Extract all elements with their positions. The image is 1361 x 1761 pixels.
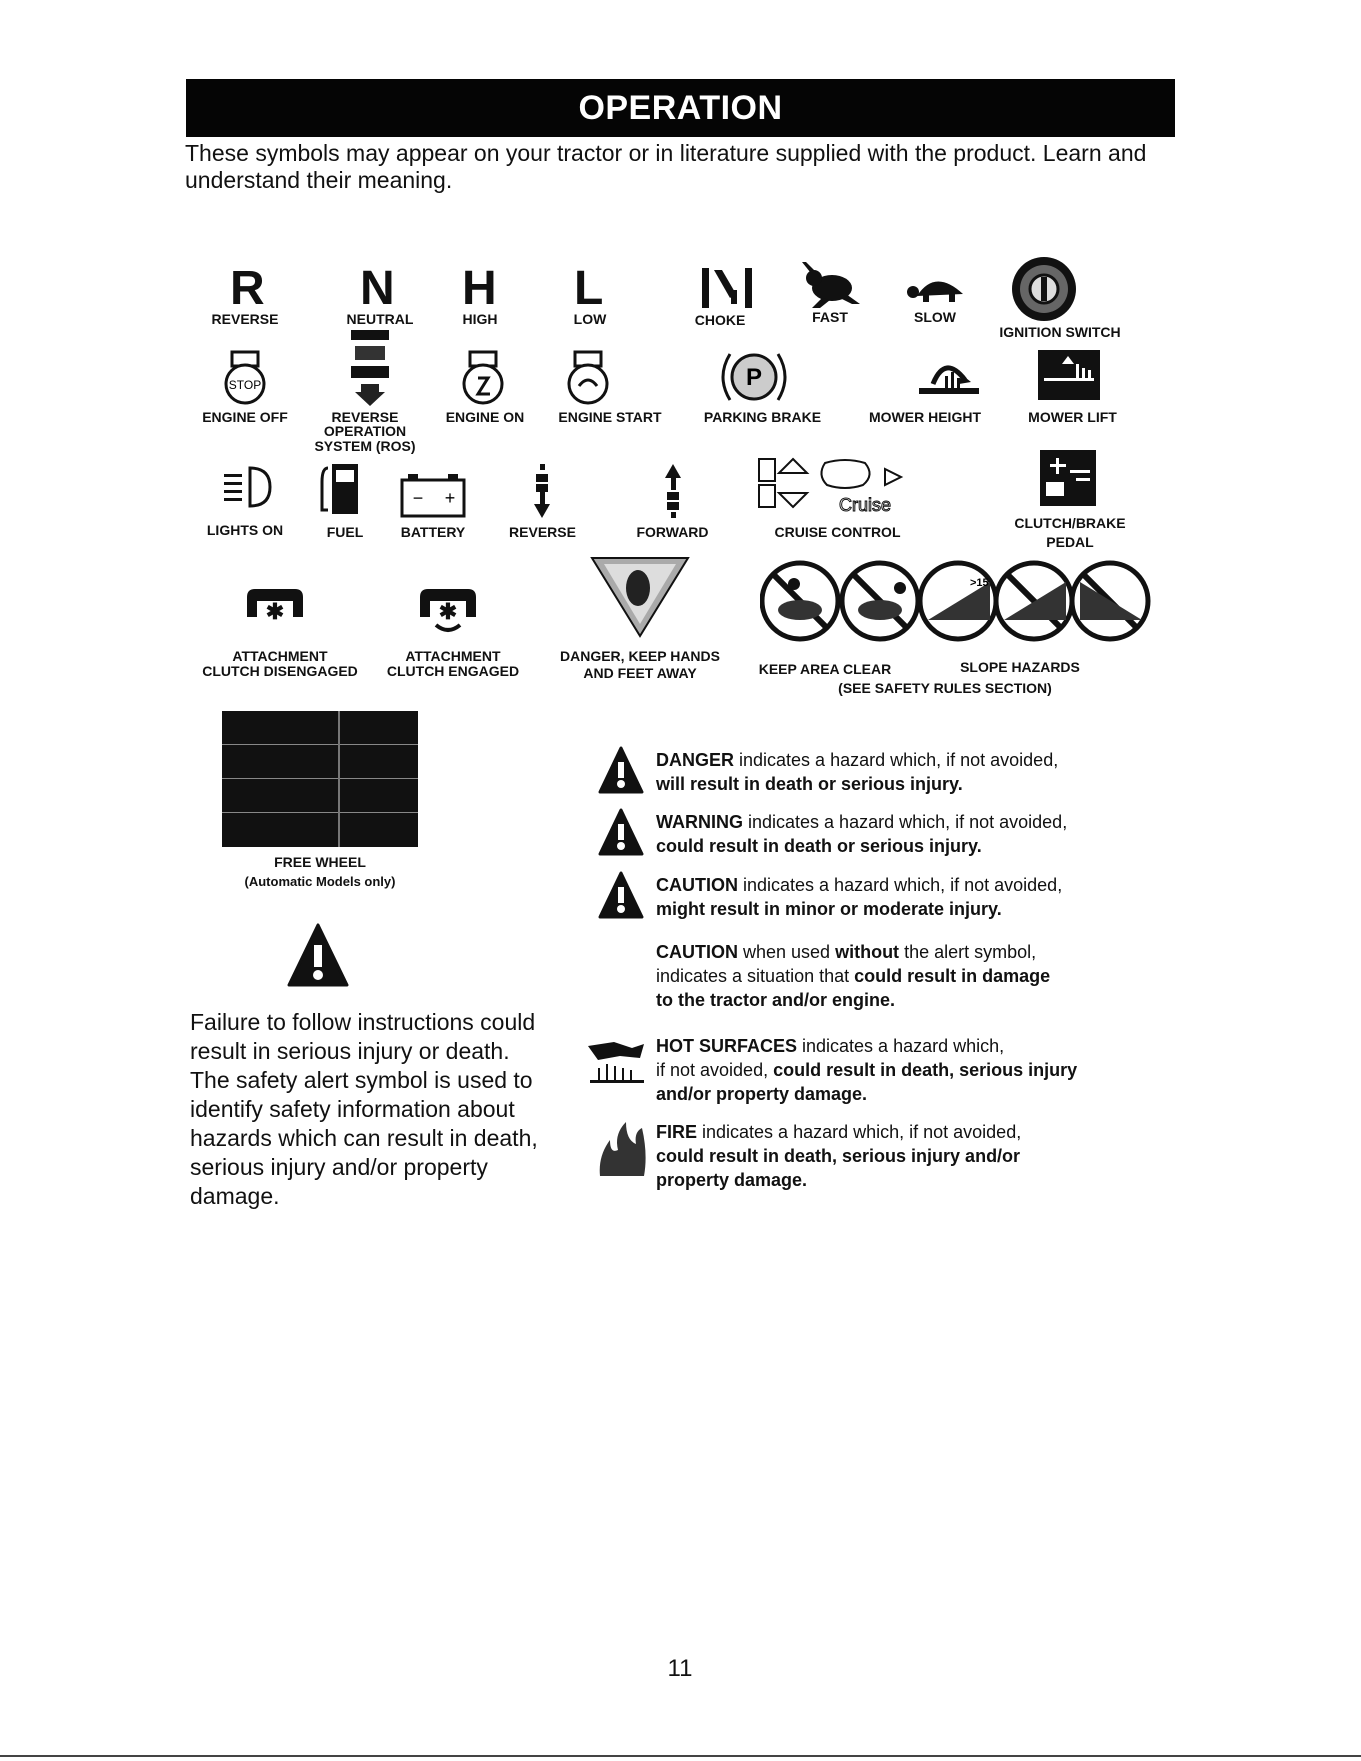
free-wheel-subtitle: (Automatic Models only) [244, 874, 396, 889]
fire-b1: could result in death, serious injury and/or [656, 1146, 1021, 1166]
free-wheel-title: FREE WHEEL [274, 854, 366, 870]
warning-word: WARNING [656, 812, 743, 832]
engine-on-icon [460, 350, 506, 406]
battery-minus: − [412, 488, 424, 508]
page-number: 11 [667, 1655, 693, 1682]
label-choke: CHOKE [694, 312, 746, 328]
danger-result: will result in death or serious injury. [656, 774, 963, 794]
label-fuel: FUEL [326, 524, 364, 540]
label-low: LOW [573, 311, 607, 327]
reverse-arrow-icon [530, 462, 554, 520]
label-ignition-switch: IGNITION SWITCH [999, 324, 1121, 340]
caution2-b2: could result in damage [854, 966, 1051, 986]
danger-word: DANGER [656, 750, 735, 770]
attachment-disengaged-icon [245, 585, 305, 625]
slope-1-text: >15 [970, 577, 989, 589]
label-reverse: REVERSE [211, 311, 279, 327]
label-fast: FAST [812, 309, 848, 325]
label-attachment-disengaged-1: ATTACHMENT [232, 648, 328, 664]
svg-text:✱: ✱ [438, 599, 458, 624]
label-lights-on: LIGHTS ON [206, 522, 284, 538]
caution2-b1: without [835, 942, 900, 962]
alert-paragraph: Failure to follow instructions could result in serious injury or death. The safety alert symbol is used to identify safety information about hazards which can result in death, serious injury and/or property damage. [190, 1009, 538, 1209]
battery-icon [400, 474, 466, 518]
hot-surfaces-icon [584, 1036, 648, 1086]
parking-brake-icon [718, 348, 790, 406]
keep-area-clear-icon [760, 560, 922, 642]
fuel-icon [320, 462, 360, 516]
label-mower-height: MOWER HEIGHT [869, 409, 981, 425]
ignition-switch-icon [1010, 255, 1078, 323]
engine-start-icon [565, 350, 611, 406]
caution-no-symbol-text [656, 940, 1156, 1012]
label-engine-on: ENGINE ON [445, 409, 525, 425]
warning-text [656, 810, 1156, 858]
slope-hazards-icon [918, 560, 1152, 642]
label-clutch-brake-line2: PEDAL [1046, 534, 1094, 550]
safety-alert-icon [287, 923, 349, 989]
caution2-t2: the alert symbol, [899, 942, 1037, 962]
label-ros-line2: OPERATION [323, 423, 407, 439]
reverse-letter-icon: R [230, 262, 265, 315]
caution-result: might result in minor or moderate injury. [656, 899, 1002, 919]
fire-text [656, 1120, 1156, 1192]
warning-alert-icon [598, 808, 644, 858]
caution-desc: indicates a hazard which, if not avoided, [738, 875, 1063, 895]
keep-hands-away-icon [590, 556, 690, 638]
caution-alert-icon [598, 871, 644, 921]
label-attachment-disengaged-2: CLUTCH DISENGAGED [202, 663, 358, 679]
label-reverse-arrow: REVERSE [509, 524, 576, 540]
danger-desc: indicates a hazard which, if not avoided, [734, 750, 1059, 770]
label-neutral: NEUTRAL [346, 311, 414, 327]
warning-desc: indicates a hazard which, if not avoided, [743, 812, 1068, 832]
engine-off-icon [222, 350, 268, 406]
attachment-engaged-icon [418, 585, 478, 635]
hot-desc: indicates a hazard which, [797, 1036, 1005, 1056]
label-keep-area-clear: KEEP AREA CLEAR [758, 661, 892, 677]
hot-word: HOT SURFACES [656, 1036, 798, 1056]
cruise-control-icon [755, 455, 965, 515]
bottom-rule [0, 1755, 1361, 1757]
choke-icon [700, 264, 760, 312]
turtle-icon [905, 268, 975, 304]
cruise-text: Cruise [838, 495, 892, 515]
mower-lift-icon [1038, 350, 1100, 400]
forward-arrow-icon [661, 462, 685, 520]
label-slope-hazards: SLOPE HAZARDS [960, 659, 1080, 675]
neutral-letter-icon: N [360, 262, 395, 315]
stop-text: STOP [228, 378, 262, 392]
battery-plus: + [444, 488, 456, 508]
fire-b2: property damage. [656, 1170, 808, 1190]
danger-text [656, 748, 1156, 796]
label-forward: FORWARD [636, 524, 709, 540]
label-keep-hands-2: AND FEET AWAY [583, 665, 697, 681]
caution2-b3: to the tractor and/or engine. [656, 990, 896, 1010]
caution-text [656, 873, 1156, 921]
label-attachment-engaged-2: CLUTCH ENGAGED [386, 663, 520, 679]
label-mower-lift: MOWER LIFT [1028, 409, 1117, 425]
intro-text: These symbols may appear on your tractor or in literature supplied with the product. Learn and understand their meaning. [185, 140, 1147, 193]
hot-t2: if not avoided, [656, 1060, 774, 1080]
hot-surfaces-text [656, 1034, 1156, 1106]
hot-b1: could result in death, serious injury [773, 1060, 1078, 1080]
label-attachment-engaged-1: ATTACHMENT [405, 648, 501, 664]
label-high: HIGH [462, 311, 498, 327]
rabbit-icon [800, 260, 862, 310]
hot-b2: and/or property damage. [656, 1084, 868, 1104]
low-letter-icon: L [574, 262, 604, 315]
mower-height-icon [915, 350, 985, 400]
label-parking-brake: PARKING BRAKE [703, 409, 822, 425]
headlight-icon [222, 462, 272, 512]
label-battery: BATTERY [400, 524, 466, 540]
section-title-banner: OPERATION [186, 79, 1175, 137]
caution2-t1: when used [738, 942, 836, 962]
clutch-brake-icon [1040, 450, 1096, 506]
free-wheel-diagram [222, 711, 418, 847]
danger-alert-icon [598, 746, 644, 796]
label-see-safety-rules: (SEE SAFETY RULES SECTION) [838, 680, 1052, 696]
parking-p-text: P [745, 364, 763, 391]
label-clutch-brake-line1: CLUTCH/BRAKE [1014, 515, 1126, 531]
label-ros-line1: REVERSE [331, 409, 399, 425]
svg-text:✱: ✱ [265, 599, 285, 624]
caution-word: CAUTION [656, 875, 738, 895]
caution2-word: CAUTION [656, 942, 738, 962]
label-slow: SLOW [914, 309, 956, 325]
label-ros-line3: SYSTEM (ROS) [314, 438, 416, 454]
warning-result: could result in death or serious injury. [656, 836, 982, 856]
fire-word: FIRE [656, 1122, 698, 1142]
caution2-t3: indicates a situation that [656, 966, 855, 986]
label-engine-start: ENGINE START [558, 409, 662, 425]
fire-desc: indicates a hazard which, if not avoided, [697, 1122, 1022, 1142]
label-engine-off: ENGINE OFF [202, 409, 288, 425]
high-letter-icon: H [462, 262, 497, 315]
label-cruise-control: CRUISE CONTROL [774, 524, 901, 540]
label-keep-hands-1: DANGER, KEEP HANDS [560, 648, 720, 664]
fire-icon [596, 1120, 648, 1178]
ros-icon [345, 328, 395, 408]
